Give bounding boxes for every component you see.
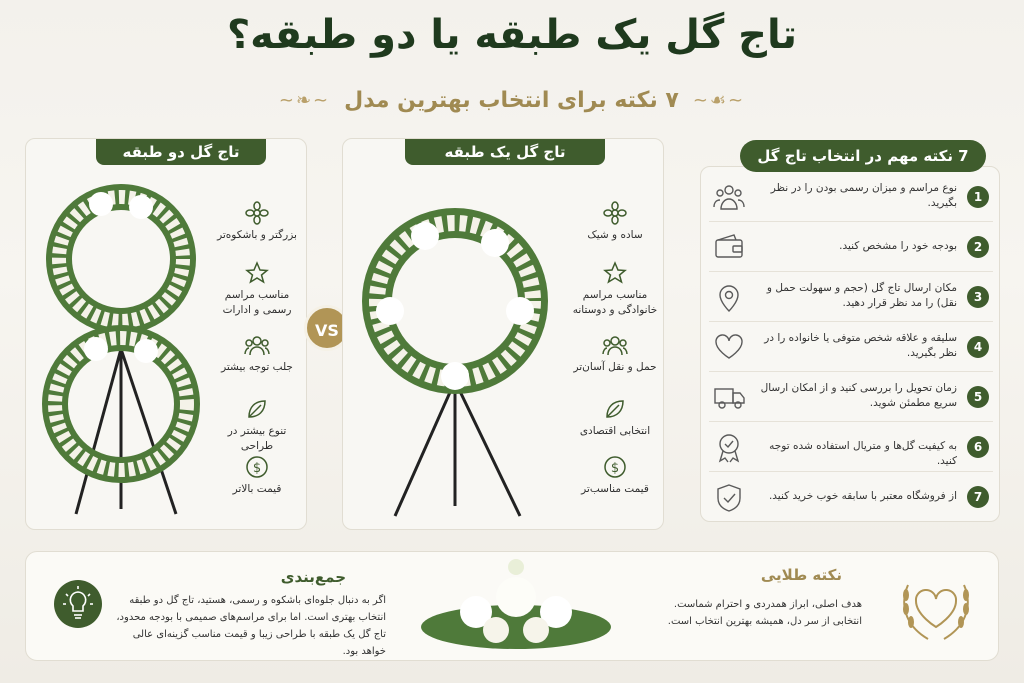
golden-tip-title: نکته طلایی [760,566,842,584]
people-icon [244,335,270,357]
single-feature-2 [569,261,661,318]
tip-number: 6 [967,436,989,458]
double-feature-5-label: قیمت بالاتر [232,483,282,495]
single-feature-1-label: ساده و شیک [587,229,643,241]
double-feature-3 [211,335,303,375]
double-feature-4-label: تنوع بیشتر در طراحی [227,425,287,452]
dollar-icon [245,455,269,479]
page-subtitle: ۷ نکته برای انتخاب بهترین مدل [344,88,679,113]
tip-number: 4 [967,336,989,358]
tip-number: 3 [967,286,989,308]
double-feature-2-label: مناسب مراسم رسمی و ادارات [222,289,292,316]
shield-check-icon [713,483,745,513]
tip-text: بودجه خود را مشخص کنید. [839,240,957,252]
tip-text: مکان ارسال تاج گل (حجم و سهولت حمل و نقل) را مد نظر قرار دهید. [766,282,957,309]
flourish-right-icon: ~☙~ [692,90,746,111]
single-tier-wreath-image [355,181,555,521]
single-feature-3-label: حمل و نقل آسان‌تر [573,361,657,373]
tip-text: از فروشگاه معتبر با سابقه خوب خرید کنید. [768,490,957,502]
summary-block [116,552,386,662]
tip-item [709,173,993,222]
tip-text: به کیفیت گل‌ها و متریال استفاده شده توجه کنید. [769,440,957,467]
flourish-left-icon: ~❧~ [278,90,331,111]
tip-item [709,223,993,272]
lightbulb-icon [54,580,102,628]
heart-icon [713,333,745,361]
vs-badge: VS [304,305,350,351]
star-icon [245,261,269,285]
double-feature-3-label: جلب توجه بیشتر [221,361,293,373]
wallet-icon [713,233,745,261]
flower-icon [245,201,269,225]
double-feature-2 [211,261,303,318]
tip-number: 2 [967,236,989,258]
tip-text: سلیقه و علاقه شخص متوفی یا خانواده را در نظر بگیرید. [764,332,957,359]
dollar-icon [603,455,627,479]
award-badge-icon [713,433,745,463]
people-icon [602,335,628,357]
group-icon [713,183,745,211]
svg-text:$: $ [252,461,262,476]
double-feature-5 [211,455,303,497]
leaf-icon [603,397,627,421]
flower-arrangement-image [416,542,616,654]
laurel-heart-icon [894,565,978,649]
tip-item [709,423,993,472]
tip-item [709,473,993,522]
star-icon [603,261,627,285]
tip-number: 5 [967,386,989,408]
tip-item [709,323,993,372]
tip-text: زمان تحویل را بررسی کنید و از امکان ارسال سریع مطمئن شوید. [760,382,957,409]
leaf-icon [245,397,269,421]
double-feature-1-label: بزرگتر و باشکوه‌تر [217,229,297,241]
svg-text:$: $ [610,461,620,476]
tip-number: 1 [967,186,989,208]
single-feature-5 [569,455,661,497]
single-feature-3 [569,335,661,375]
single-feature-2-label: مناسب مراسم خانوادگی و دوستانه [572,289,658,316]
location-pin-icon [713,283,745,313]
flower-icon [603,201,627,225]
delivery-truck-icon [713,383,747,411]
single-tier-card [342,138,664,530]
tip-item [709,273,993,322]
summary-text: اگر به دنبال جلوه‌ای باشکوه و رسمی، هستید، تاج گل دو طبقه انتخاب بهتری است. اما برای مراسم‌های صمیمی با بودجه محدود، تاج گل یک طبقه با طراحی زیبا و قیمت مناسب گزینه‌ای عالی خواهد بود. [116,595,386,657]
single-feature-4-label: انتخابی اقتصادی [579,425,651,437]
tip-item [709,373,993,422]
page-title: تاج گل یک طبقه یا دو طبقه؟ [226,12,798,58]
tip-number: 7 [967,486,989,508]
single-tier-title: تاج گل یک طبقه [405,139,605,165]
double-feature-1 [211,201,303,243]
single-feature-1 [569,201,661,243]
tip-text: نوع مراسم و میزان رسمی بودن را در نظر بگیرید. [770,182,957,209]
single-feature-4 [569,397,661,439]
single-feature-5-label: قیمت مناسب‌تر [581,483,649,495]
double-tier-title: تاج گل دو طبقه [96,139,266,165]
summary-title: جمع‌بندی [280,568,346,586]
tips-title: 7 نکته مهم در انتخاب تاج گل [740,140,986,172]
golden-tip-text: هدف اصلی، ابراز همدردی و احترام شماست. انتخابی از سر دل، همیشه بهترین انتخاب است. [667,599,862,627]
double-feature-4 [211,397,303,454]
double-tier-wreath-image [36,169,206,529]
double-tier-card [25,138,307,530]
subtitle-row [0,88,1024,113]
tips-panel [700,166,1000,522]
